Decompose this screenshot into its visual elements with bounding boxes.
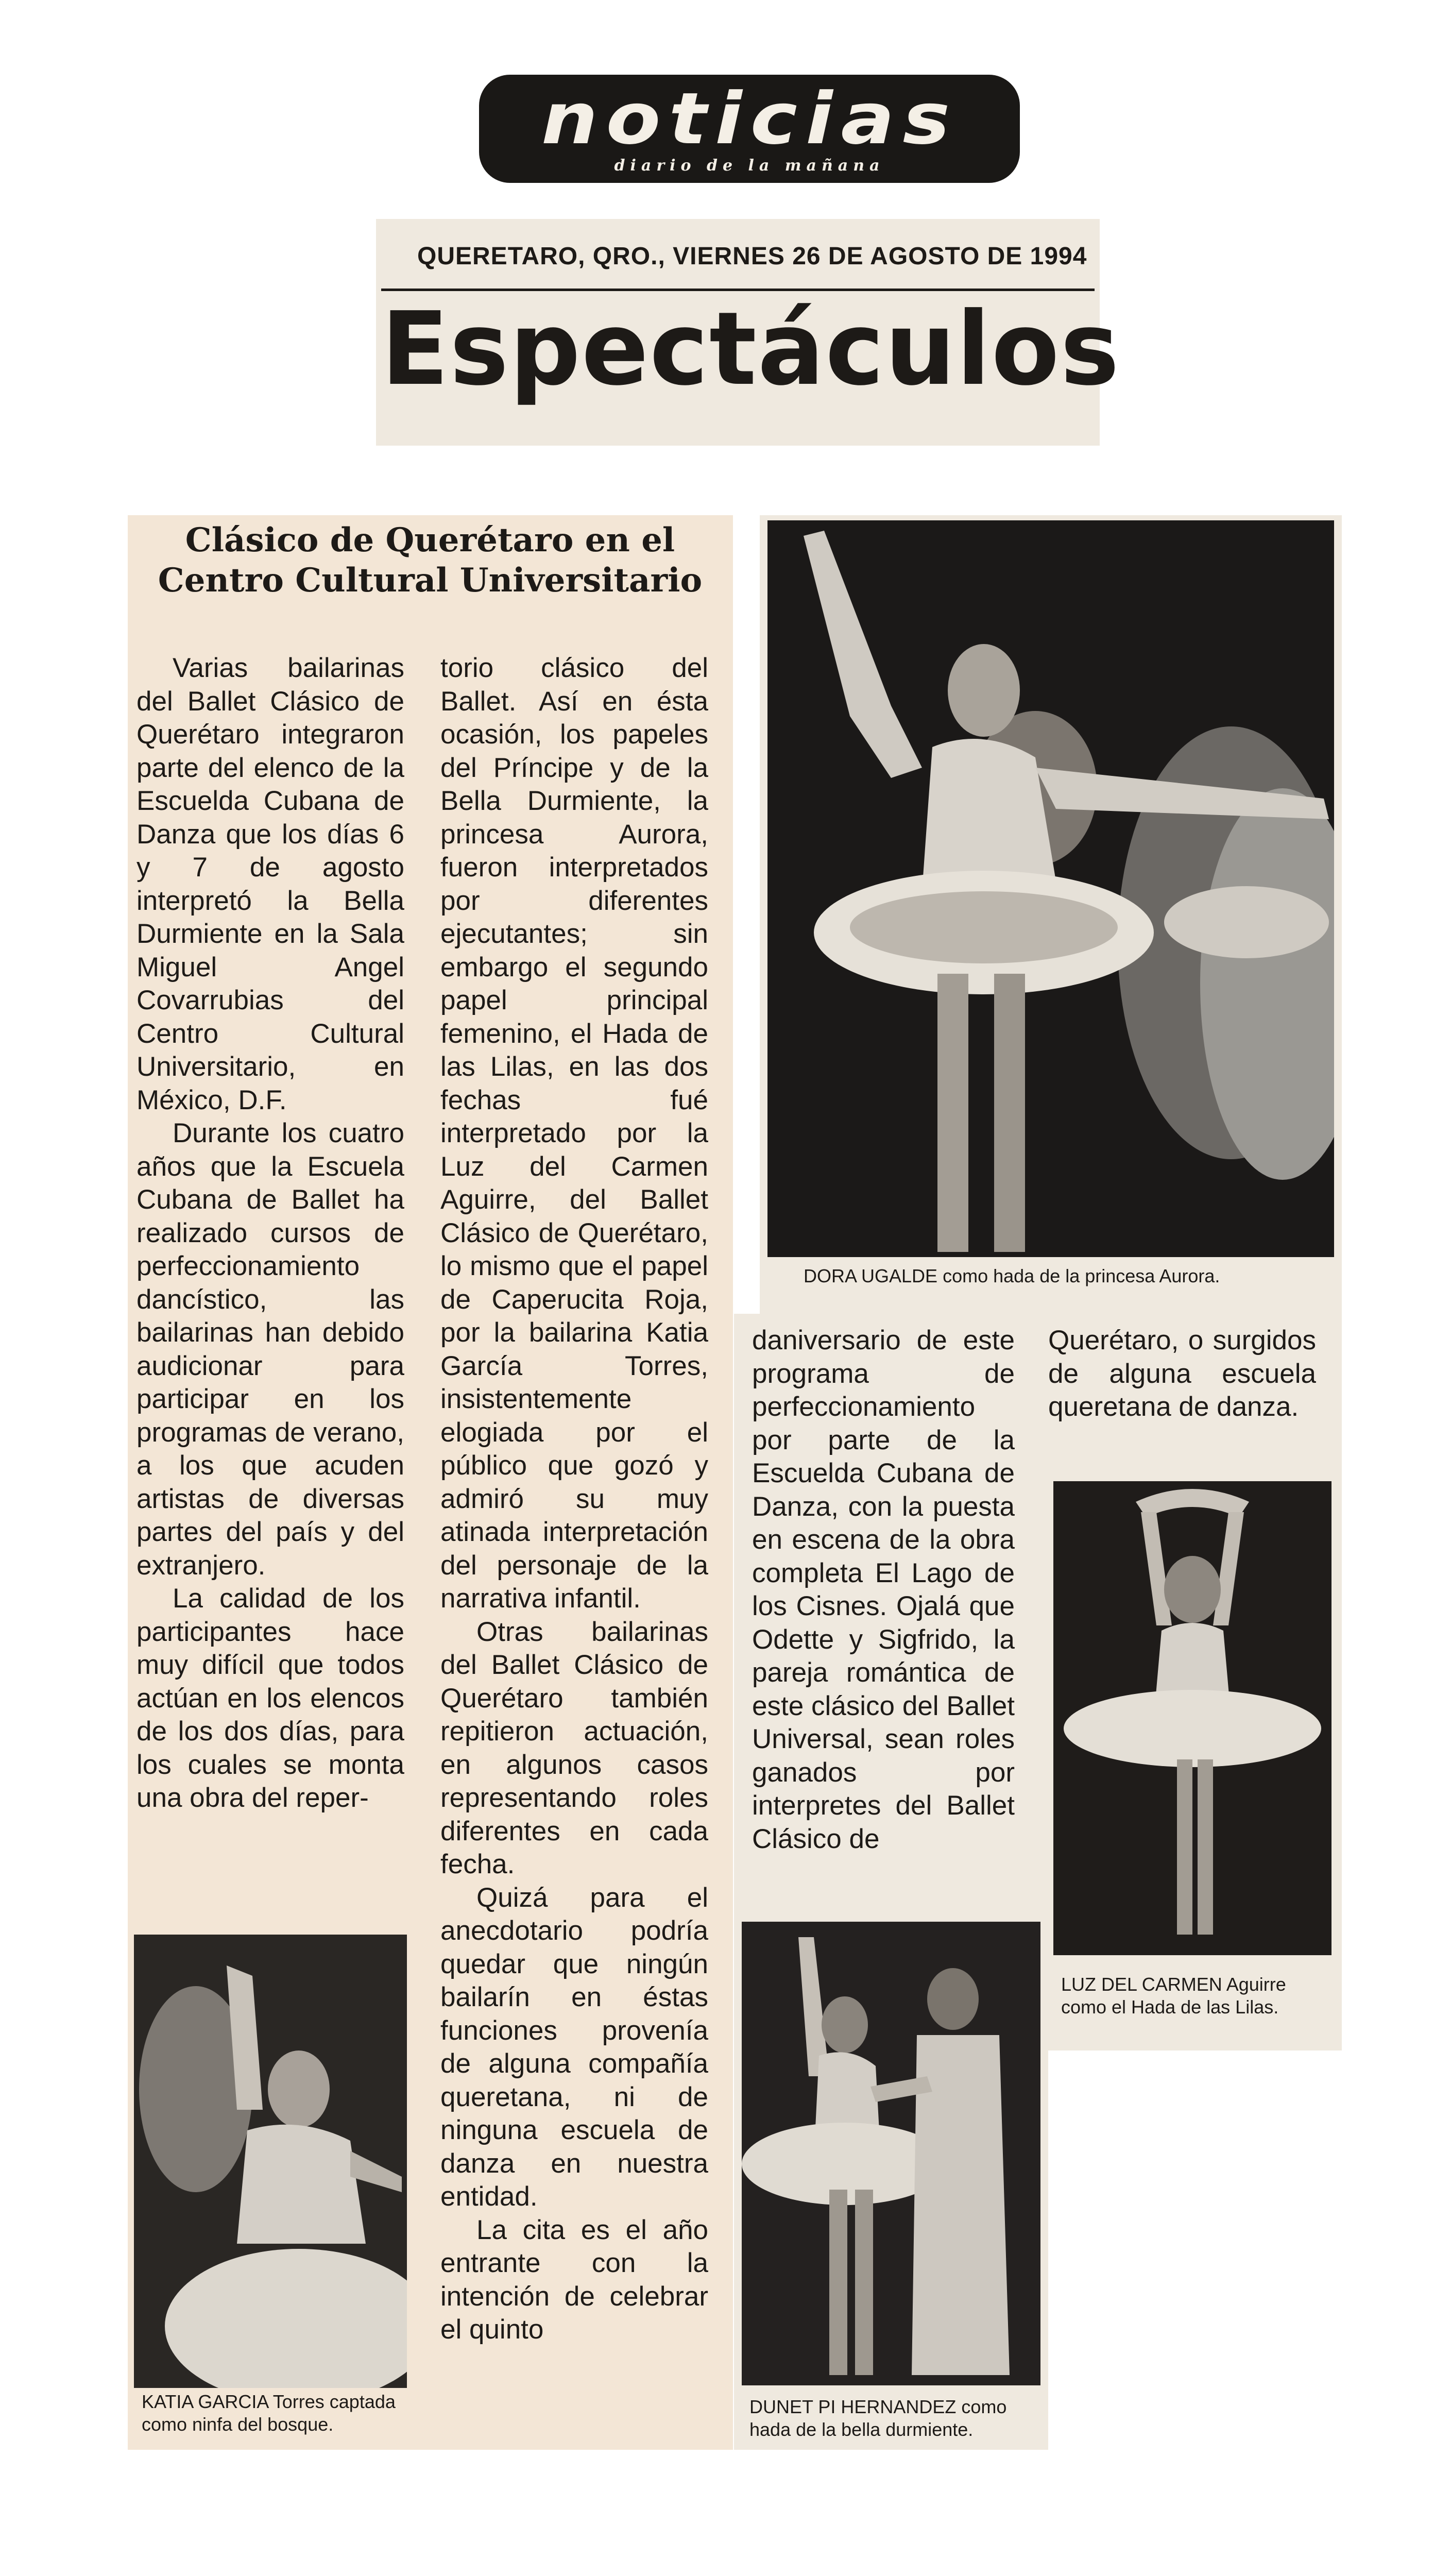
section-header xyxy=(376,219,1120,446)
photo-luz-del-carmen xyxy=(1053,1481,1331,1955)
paragraph: daniversario de este programa de perfeccionamiento por parte de la Escuelda Cubana de Danza, con la puesta en escena de la obra completa El Lago de los Cisnes. Ojalá que Odette y Sigfrido, la pareja romántica de este clásico del Ballet Universal, sean roles ganados por interpretes del Ballet Clásico de xyxy=(752,1325,1015,1854)
photo-katia-caption: KATIA GARCIA Torres captada como ninfa del bosque. xyxy=(142,2391,396,2435)
ballet-photo-image xyxy=(1053,1481,1331,1955)
photo-katia-garcia xyxy=(134,1935,407,2388)
paragraph: Quizá para el anecdotario podría quedar que ningún bailarín en éstas funciones provenía de alguna compañía queretana, ni de ninguna escuela de danza en nuestra entidad. xyxy=(440,1882,708,2212)
photo-dora-caption: DORA UGALDE como hada de la princesa Aurora. xyxy=(804,1265,1220,1286)
ballet-photo-image xyxy=(742,1922,1040,2385)
article-column-2 xyxy=(440,652,708,2347)
ballet-photo-image xyxy=(134,1935,407,2388)
ballet-photo-image xyxy=(767,520,1334,1257)
photo-dunet-caption: DUNET PI HERNANDEZ como hada de la bella durmiente. xyxy=(749,2396,1007,2440)
paragraph: torio clásico del Ballet. Así en ésta ocasión, los papeles del Príncipe y de la Bella Durmiente, la princesa Aurora, fueron interpretados por diferentes ejecutantes; sin embargo el segundo papel principal femenino, el Hada de las Lilas, en las dos fechas fué interpretado por la Luz del Carmen Aguirre, del Ballet Clásico de Querétaro, lo mismo que el papel de Caperucita Roja, por la bailarina Katia García Torres, insistentemente elogiada por el público que gozó y admiró su muy atinada interpretación del personaje de la narrativa infantil. xyxy=(440,653,708,1614)
paragraph: La calidad de los participantes hace muy difícil que todos actúan en los elencos de los dos días, para los cuales se monta una obra del reper- xyxy=(136,1583,404,1813)
article-column-1 xyxy=(136,652,404,1815)
paragraph: Otras bailarinas del Ballet Clásico de Querétaro también repitieron actuación, en algunos casos representando roles diferentes en cada fecha. xyxy=(440,1616,708,1879)
paragraph: La cita es el año entrante con la intención de celebrar el quinto xyxy=(440,2214,708,2345)
article-column-4 xyxy=(1048,1324,1316,1424)
paragraph: Varias bailarinas del Ballet Clásico de Querétaro integraron parte del elenco de la Escuelda Cubana de Danza que los días 6 y 7 de agosto interpretó la Bella Durmiente en la Sala Miguel Angel Covarrubias del Centro Cultural Universitario, en México, D.F. xyxy=(136,653,404,1115)
masthead-logo-block xyxy=(479,75,1020,183)
photo-dora-ugalde xyxy=(767,520,1334,1257)
paragraph: Durante los cuatro años que la Escuela Cubana de Ballet ha realizado cursos de perfeccionamiento dancístico, las bailarinas han debido audicionar para participar en los programas de verano, a los que acuden artistas de diversas partes del país y del extranjero. xyxy=(136,1118,404,1581)
paragraph: Querétaro, o surgidos de alguna escuela queretana de danza. xyxy=(1048,1325,1316,1422)
photo-dunet-pi-hernandez xyxy=(742,1922,1040,2385)
masthead-logo: noticias xyxy=(541,77,958,160)
section-title: Espectáculos xyxy=(381,291,1120,408)
article-headline: Clásico de Querétaro en el Centro Cultural Universitario xyxy=(158,521,703,600)
dateline: QUERETARO, QRO., VIERNES 26 DE AGOSTO DE 1994 xyxy=(417,243,1087,270)
masthead-subtitle: diario de la mañana xyxy=(614,156,885,175)
photo-luz-caption: LUZ DEL CARMEN Aguirre como el Hada de las Lilas. xyxy=(1061,1974,1286,2018)
article-column-3 xyxy=(752,1324,1015,1856)
